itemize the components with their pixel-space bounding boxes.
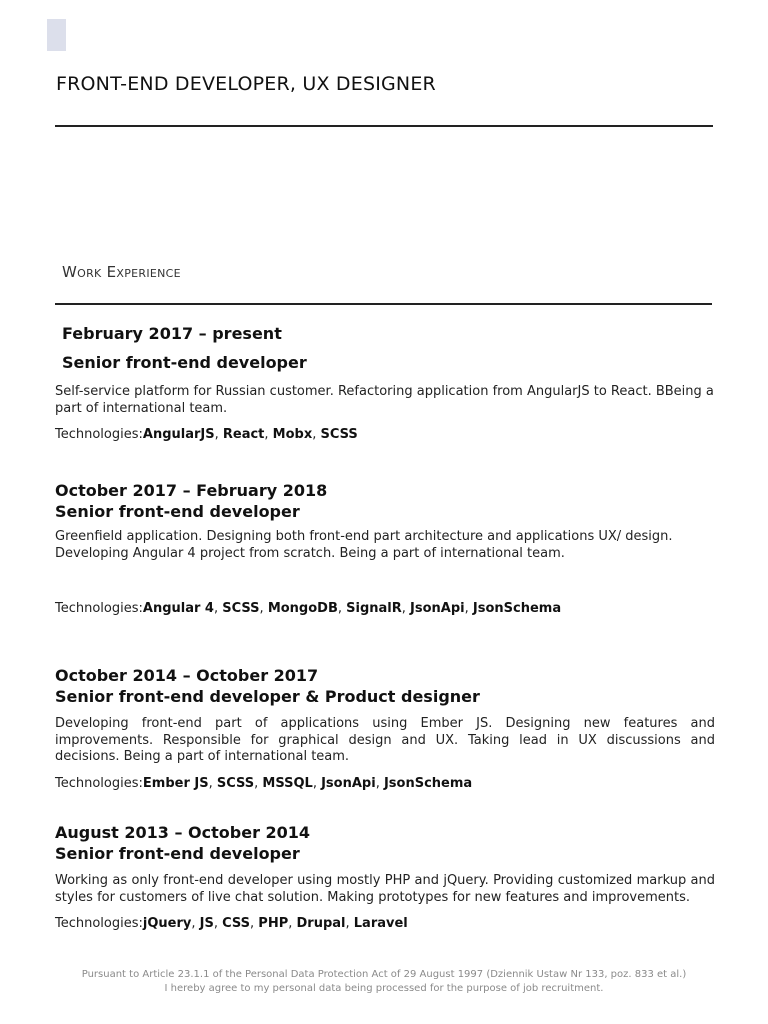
technology-item: SCSS bbox=[320, 427, 358, 442]
job-description bbox=[55, 529, 715, 562]
job-description-paragraph: Developing Angular 4 project from scratch. Being a part of international team. bbox=[55, 545, 565, 561]
job-description bbox=[55, 384, 715, 417]
technology-item: MSSQL bbox=[262, 775, 313, 791]
technologies-label: Technologies: bbox=[55, 775, 143, 791]
footer-consent-line: I hereby agree to my personal data being processed for the purpose of job recruitment. bbox=[164, 983, 604, 994]
section-divider bbox=[55, 303, 712, 305]
footer-legal-line: Pursuant to Article 23.1.1 of the Personal Data Protection Act of 29 August 1997 (Dziennik Ustaw Nr 133, poz. 833 et al.) bbox=[81, 969, 687, 980]
technology-item: jQuery bbox=[142, 916, 192, 931]
job-role: Senior front-end developer bbox=[55, 502, 300, 521]
job-dates: October 2014 – October 2017 bbox=[55, 666, 319, 685]
technology-item: PHP bbox=[258, 916, 289, 931]
section-title-work-experience: Work Experience bbox=[62, 263, 181, 281]
job-role: Senior front-end developer bbox=[62, 353, 307, 372]
gdpr-consent-footer bbox=[40, 968, 728, 996]
header-divider bbox=[55, 125, 713, 127]
job-entry bbox=[55, 323, 715, 443]
technology-item: React bbox=[222, 427, 265, 442]
technology-item: SignalR bbox=[346, 601, 402, 616]
technology-item: Mobx bbox=[272, 427, 313, 442]
job-description-paragraph: Working as only front-end developer using mostly PHP and jQuery. Providing customized markup and styles for customers of live chat solution. Making prototypes for new features and improvements. bbox=[55, 873, 715, 905]
technology-item: Angular 4 bbox=[142, 601, 214, 616]
job-dates: February 2017 – present bbox=[62, 324, 282, 343]
technology-item: JsonApi bbox=[410, 601, 465, 616]
header-accent-block bbox=[47, 19, 66, 51]
technologies-label: Technologies: bbox=[55, 601, 143, 616]
job-role: Senior front-end developer & Product designer bbox=[55, 687, 480, 706]
technology-item: JsonApi bbox=[321, 775, 376, 791]
technology-item: AngularJS bbox=[142, 427, 215, 442]
technology-item: Drupal bbox=[296, 916, 346, 931]
job-technologies: Technologies:Ember JS, SCSS, MSSQL, JsonApi, JsonSchema bbox=[55, 775, 473, 791]
technology-item: CSS bbox=[222, 916, 251, 931]
technologies-label: Technologies: bbox=[55, 916, 143, 931]
technology-item: Ember JS bbox=[142, 775, 209, 791]
job-role: Senior front-end developer bbox=[55, 844, 300, 863]
job-description bbox=[55, 716, 715, 766]
job-description bbox=[55, 873, 715, 906]
job-entry bbox=[55, 822, 715, 932]
job-description-paragraph: Self-service platform for Russian customer. Refactoring application from AngularJS to React. BBeing a part of international team. bbox=[55, 384, 714, 416]
job-entry bbox=[55, 480, 715, 617]
technology-item: JsonSchema bbox=[383, 775, 473, 791]
job-technologies: Technologies:Angular 4, SCSS, MongoDB, SignalR, JsonApi, JsonSchema bbox=[55, 601, 562, 616]
technologies-label: Technologies: bbox=[55, 427, 143, 442]
technology-item: JsonSchema bbox=[472, 601, 562, 616]
technology-item: JS bbox=[199, 916, 214, 931]
job-description-paragraph: Developing front-end part of applications using Ember JS. Designing new features and improvements. Responsible for graphical design and UX. Taking lead in UX discussions and decisions. Being a part of international team. bbox=[55, 716, 715, 764]
job-description-paragraph: Greenfield application. Designing both front-end part architecture and applications UX/ design. bbox=[55, 529, 673, 544]
job-entry bbox=[55, 665, 715, 792]
page-title: FRONT-END DEVELOPER, UX DESIGNER bbox=[56, 73, 436, 95]
job-dates: August 2013 – October 2014 bbox=[55, 823, 311, 842]
technology-item: Laravel bbox=[353, 916, 408, 931]
technology-item: SCSS bbox=[222, 601, 260, 616]
job-dates: October 2017 – February 2018 bbox=[55, 481, 328, 500]
technology-item: MongoDB bbox=[267, 601, 338, 616]
job-technologies: Technologies:jQuery, JS, CSS, PHP, Drupal, Laravel bbox=[55, 916, 408, 931]
technology-item: SCSS bbox=[216, 775, 255, 791]
job-technologies: Technologies:AngularJS, React, Mobx, SCSS bbox=[55, 427, 358, 442]
